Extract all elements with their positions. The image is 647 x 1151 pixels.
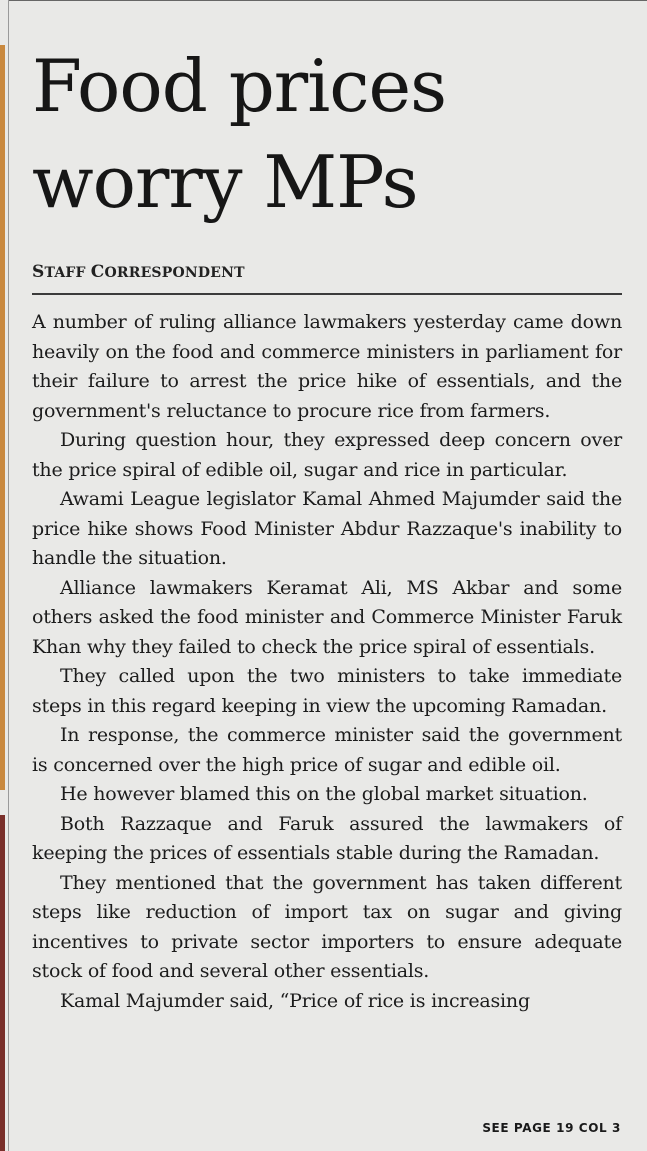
headline-line-1: Food prices [32, 44, 447, 128]
article-paragraph: A number of ruling alliance lawmakers yesterday came down heavily on the food and commerce ministers in parliament for their failure to arrest the price hike of essentials, and the government's reluctance to procure rice from farmers. [32, 311, 622, 422]
byline-divider [32, 293, 622, 295]
article-paragraph: During question hour, they expressed deep concern over the price spiral of edible oil, sugar and rice in particular. [32, 429, 622, 481]
top-border-rule [8, 0, 647, 1]
article-paragraph: They called upon the two ministers to take immediate steps in this regard keeping in view the upcoming Ramadan. [32, 665, 622, 717]
article-paragraph: In response, the commerce minister said the government is concerned over the high price of sugar and edible oil. [32, 724, 622, 776]
article-paragraph: Awami League legislator Kamal Ahmed Majumder said the price hike shows Food Minister Abdur Razzaque's inability to handle the situation. [32, 488, 622, 569]
byline: STAFF CORRESPONDENT [32, 262, 245, 282]
article-paragraph: He however blamed this on the global market situation. [60, 783, 588, 805]
article-body [32, 308, 622, 1016]
headline [32, 38, 622, 230]
continuation-jump-line: SEE PAGE 19 COL 3 [482, 1121, 621, 1135]
section-color-bar-red [0, 815, 5, 1151]
article-paragraph: They mentioned that the government has taken different steps like reduction of import tax on sugar and giving incentives to private sector importers to ensure adequate stock of food and several other essentials. [32, 871, 622, 982]
article-paragraph: Kamal Majumder said, “Price of rice is increasing [60, 989, 530, 1012]
article-paragraph: Alliance lawmakers Keramat Ali, MS Akbar and some others asked the food minister and Commerce Minister Faruk Khan why they failed to check the price spiral of essentials. [32, 576, 622, 658]
headline-line-2: worry MPs [32, 140, 418, 224]
left-border-rule [8, 0, 9, 1151]
section-color-bar-orange [0, 45, 5, 790]
article-paragraph: Both Razzaque and Faruk assured the lawmakers of keeping the prices of essentials stable during the Ramadan. [32, 812, 622, 864]
